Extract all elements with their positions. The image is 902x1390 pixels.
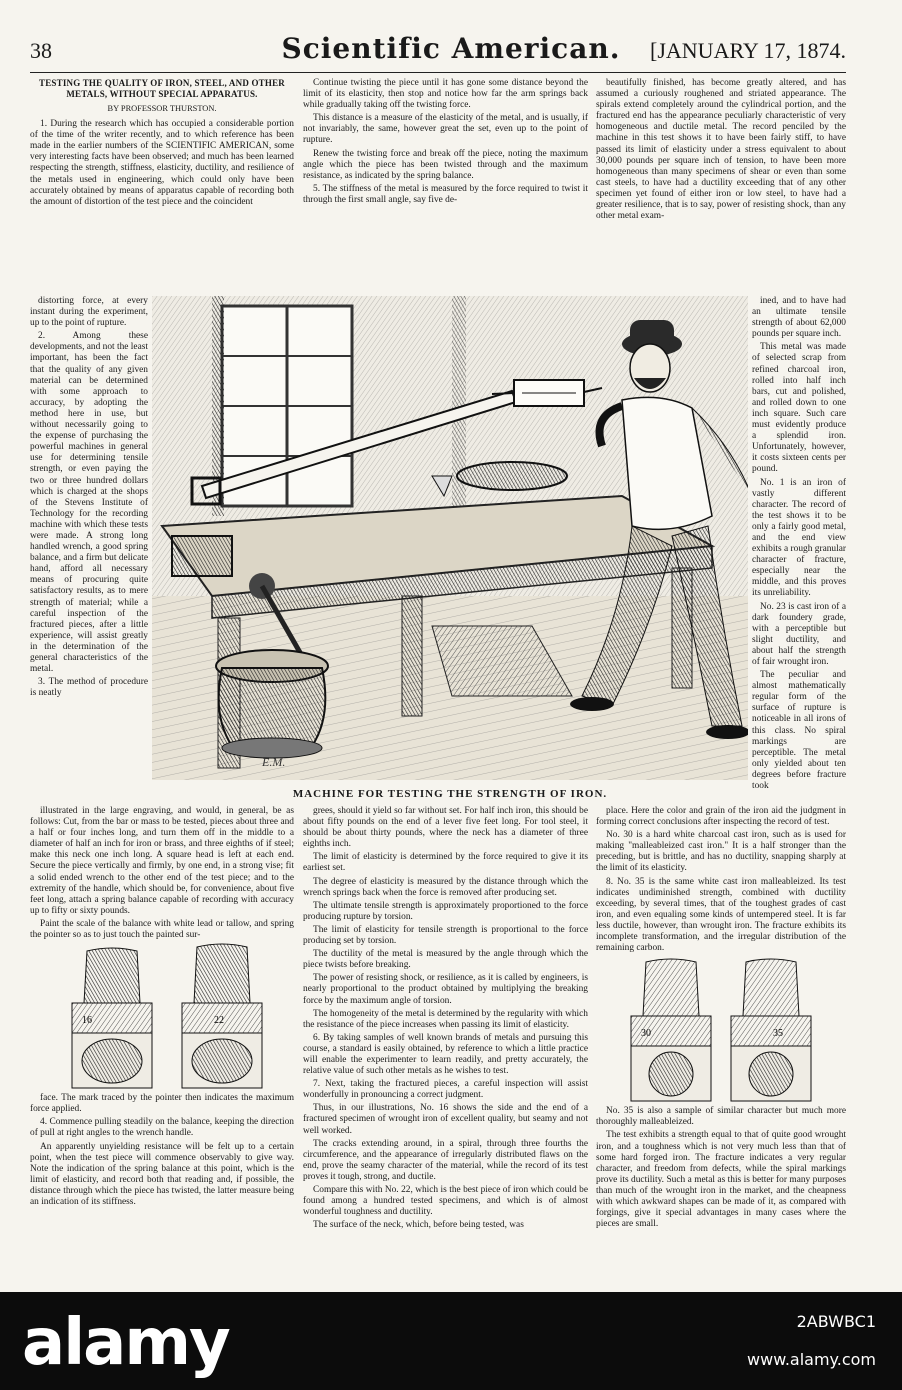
narrow-left-column [30,296,148,802]
paragraph: 4. Commence pulling steadily on the balance, keeping the direction of pull at right angles to the wrench handle. [30,1117,294,1139]
specimen-35-label: 35 [773,1028,783,1040]
paragraph: An apparently unyielding resistance will be felt up to a certain point, when the test piece will commence observably to give way. Note the indication of the spring balance at this point, which is the limit of elasticity, and record both that reading and, if possible, the distance through which the piece has twisted, the latter measure being an indication of its stiffness. [30,1141,294,1207]
paragraph: grees, should it yield so far without set. For half inch iron, this should be about fifty pounds on the end of a lever five feet long. For tool steel, it should be about thirty pounds, where the neck has a diameter of three eighths inch. [303,806,588,850]
page-number: 38 [30,38,52,63]
paragraph: The ductility of the metal is measured by the angle through which the piece twists before breaking. [303,949,588,971]
paragraph: face. The mark traced by the pointer then indicates the maximum force applied. [30,1093,294,1115]
paragraph: No. 35 is also a sample of similar character but much more thoroughly malleableized. [596,1106,846,1128]
paragraph: The ultimate tensile strength is approximately proportioned to the force producing rupture by torsion. [303,900,588,922]
lower-column-3 [596,806,846,1290]
specimens-16-22-figure [30,943,294,1093]
paragraph: 3. The method of procedure is neatly [30,677,148,699]
paragraph: This distance is a measure of the elasticity of the metal, and is usually, if not invariably, the same, however great the set, even up to the point of rupture. [303,113,588,146]
stock-footer-bar [0,1292,902,1390]
paragraph: No. 30 is a hard white charcoal cast iron, such as is used for making "malleableized cast iron." It is a half stronger than the preceding, but is brittle, and has no ductility, snapping sharply at the limit of its elasticity. [596,830,846,874]
specimen-30-label: 30 [641,1028,651,1040]
issue-date: [JANUARY 17, 1874. [650,38,846,63]
paragraph: Renew the twisting force and break off the piece, noting the maximum angle which the piece has been twisted through and the maximum resistance, as indicated by the spring balance. [303,148,588,181]
paragraph: This metal was made of selected scrap from refined charcoal iron, rolled into half inch bars, cut and polished, and rolled down to one inch square. Such care must evidently produce a splendid iron. Unfortunately, however, it costs sixteen cents per pound. [752,342,846,475]
specimen-30 [631,959,711,1101]
paragraph: Continue twisting the piece until it has gone some distance beyond the limit of its elasticity, then stop and notice how far the arm springs back while gradually taking off the twisting force. [303,78,588,111]
top-column-3 [596,78,846,296]
paragraph: No. 23 is cast iron of a dark foundery grade, with a perceptible but slight ductility, and about half the strength of fair wrought iron. [752,601,846,667]
image-id: 2ABWBC1 [796,1312,876,1331]
paragraph: 1. During the research which has occupied a considerable portion of the time of the writer recently, and to which reference has been made in the earlier numbers of the SCIENTIFIC AMERICAN, some very interesting facts have been observed; and much has been learned respecting the strength, stiffness, elasticity, ductility, and resilience of the metals used in engineering, which could only have been accurately obtained by means of apparatus capable of recording both the amount of distortion of the test piece and the coincident [30,119,294,207]
top-column-1 [30,78,294,296]
paragraph: place. Here the color and grain of the iron aid the judgment in forming correct conclusions after inspecting the record of test. [596,806,846,828]
lower-col3-bottom-text [596,1106,846,1230]
footer-url: www.alamy.com [747,1350,876,1369]
paragraph: Thus, in our illustrations, No. 16 shows the side and the end of a fractured specimen of wrought iron of excellent quality, but seamy and not well worked. [303,1103,588,1136]
top-column-2 [303,78,588,296]
fractured-specimens-right [601,956,841,1106]
figure-caption: MACHINE FOR TESTING THE STRENGTH OF IRON. [292,788,608,800]
specimen-16-label: 16 [82,1015,92,1027]
paragraph: Compare this with No. 22, which is the best piece of iron which could be found among a hundred tested specimens, and which is of almost wonderful toughness and ductility. [303,1185,588,1218]
masthead: Scientific American. [281,32,621,65]
paragraph: The surface of the neck, which, before being tested, was [313,1220,524,1231]
paragraph: 8. No. 35 is the same white cast iron malleableized. Its test indicates undiminished strength, combined with ductility exceeding, by several times, that of the toughest grades of cast iron, and even equaling some kinds of untempered steel. It is far less ductile, however, than wrought iron. The fracture exhibits its incomplete transformation, and the irregular distribution of the remaining carbon. [596,876,846,954]
paragraph: beautifully finished, has become greatly altered, and has assumed a curiously roughened and striated appearance. The spirals extend completely around the cylindrical portion, and the fractured end has the appearance peculiarly characteristic of very homogeneous and ductile metal. The record penciled by the machine in this test shows it to have been fairly stiff, to have passed its limit of elasticity under a stress equivalent to about 30,000 pounds per square inch of tension, to have been more homogeneous than many specimens of shear or even than some cast steels, to have had a ductility exceeding that of any other specimen yet found of either iron or low steel, to have had a greater resilience, that is to say, power of resisting shock, than any other metal exam- [596,78,846,222]
main-engraving [152,296,748,780]
anvil [216,650,328,758]
paragraph: 2. Among these developments, and not the least important, has been the fact that the quality of any given material can be determined with some approach to accuracy, by adopting the method here in use, but without necessarily going to the expense of purchasing the powerful machines in general use for determining tensile strength, or even paying the two or three hundred dollars which is charged at the shops of the Stevens Institute of Technology for the recording machine with which these tests were made. A strong long handled wrench, a good spring balance, and a firm but delicate hand, afford all necessary means of procuring quite satisfactory results, as to mere strength of material; while a careful inspection of the fractured pieces, after a little experience, will assist greatly in the determination of the general characteristics of the metal. [30,331,148,675]
lower-col3-top-text [596,806,846,954]
paragraph: 7. Next, taking the fractured pieces, a careful inspection will assist wonderfully in pronouncing a correct judgment. [303,1079,588,1101]
specimen-35 [731,959,811,1101]
header-rule [30,72,846,73]
paragraph: Paint the scale of the balance with white lead or tallow, and spring the pointer so as to just touch the painted sur- [30,918,294,941]
top-col1-text [30,119,294,208]
testing-machine-illustration [152,296,748,780]
paragraph: ined, and to have had an ultimate tensile strength of about 62,000 pounds per square inch. [752,296,846,340]
paragraph: illustrated in the large engraving, and would, in general, be as follows: Cut, from the bar or mass to be tested, pieces about three and a half or four inches long, and turn them off in the middle to a diameter of half an inch for iron or brass, and three eighths of if steel; make this neck one inch long. A square head is left at each end. Secure the piece vertically and firmly, by one end, in a strong vise; fit a solid ended wrench to the other end of the test piece; and to the extremity of the handle, which should be, for convenience, about five feet long, attach a spring balance capable of recording with accuracy up to fifty or sixty pounds. [30,806,294,916]
article-byline: BY PROFESSOR THURSTON. [107,104,217,113]
lower-col1-bottom-text [30,1093,294,1208]
paragraph: The test exhibits a strength equal to that of quite good wrought iron, and a toughness which is not very much less than that of some hard forged iron. The fracture indicates a very regular character, and freedom from defects, while the spiral markings prove its ductility. Such a metal as this is better for many purposes than much of the wrought iron in the market, and the cheapness with which awkward shapes can be made of it, as compared with forgings, give it special advantages in many cases where the pieces are small. [596,1130,846,1230]
paragraph: The limit of elasticity is determined by the force required to give it its earliest set. [303,852,588,874]
fractured-specimens-left [32,943,292,1093]
engraver-signature: E.M. [262,755,286,769]
article-title: TESTING THE QUALITY OF IRON, STEEL, AND OTHER METALS, WITHOUT SPECIAL APPARATUS. [39,78,285,99]
paragraph: 6. By taking samples of well known brands of metals and pursuing this course, a standard is easily obtained, by reference to which a little practice will enable the experimenter to learn readily, and pretty accurately, the relative value of such other metals as he wishes to test. [303,1032,588,1077]
paragraph: distorting force, at every instant during the experiment, up to the point of rupture. [30,296,148,329]
specimen-22 [182,944,262,1088]
paragraph: 5. The stiffness of the metal is measured by the force required to twist it through the first small angle, say five de- [303,183,588,205]
lower-column-2 [303,806,588,1290]
specimens-30-35-figure [596,956,846,1106]
specimen-22-label: 22 [214,1015,224,1027]
lower-col1-top-text [30,806,294,941]
alamy-logo: alamy [22,1306,229,1380]
paragraph: The cracks extending around, in a spiral, through three fourths the circumference, and the appearance of irregularly distributed flaws on the end, prove the seamy character of the material, while the record of its test proves it tough, strong, and ductile. [303,1138,588,1182]
paragraph: No. 1 is an iron of vastly different character. The record of the test shows it to be only a fairly good metal, and the end view exhibits a rough granular character of fracture, especially near the middle, and this proves its unreliability. [752,477,846,599]
paragraph: The peculiar and almost mathematically regular form of the surface of rupture is noticeable in all irons of this class. No spiral markings are perceptible. The metal only yielded about ten degrees before fracture took [752,670,846,792]
paragraph: The limit of elasticity for tensile strength is proportional to the force producing set by torsion. [303,924,588,947]
specimen-16 [72,948,152,1088]
lower-column-1 [30,806,294,1290]
paragraph: The homogeneity of the metal is determined by the regularity with which the resistance of the piece increases when passing its limit of elasticity. [303,1008,588,1030]
paragraph: The degree of elasticity is measured by the distance through which the wrench springs back when the force is removed after producing set. [303,876,588,898]
narrow-right-column [752,296,846,802]
paragraph: The power of resisting shock, or resilience, as it is called by engineers, is nearly proportional to the product obtained by multiplying the breaking force by the maximum angle of torsion. [303,973,588,1006]
